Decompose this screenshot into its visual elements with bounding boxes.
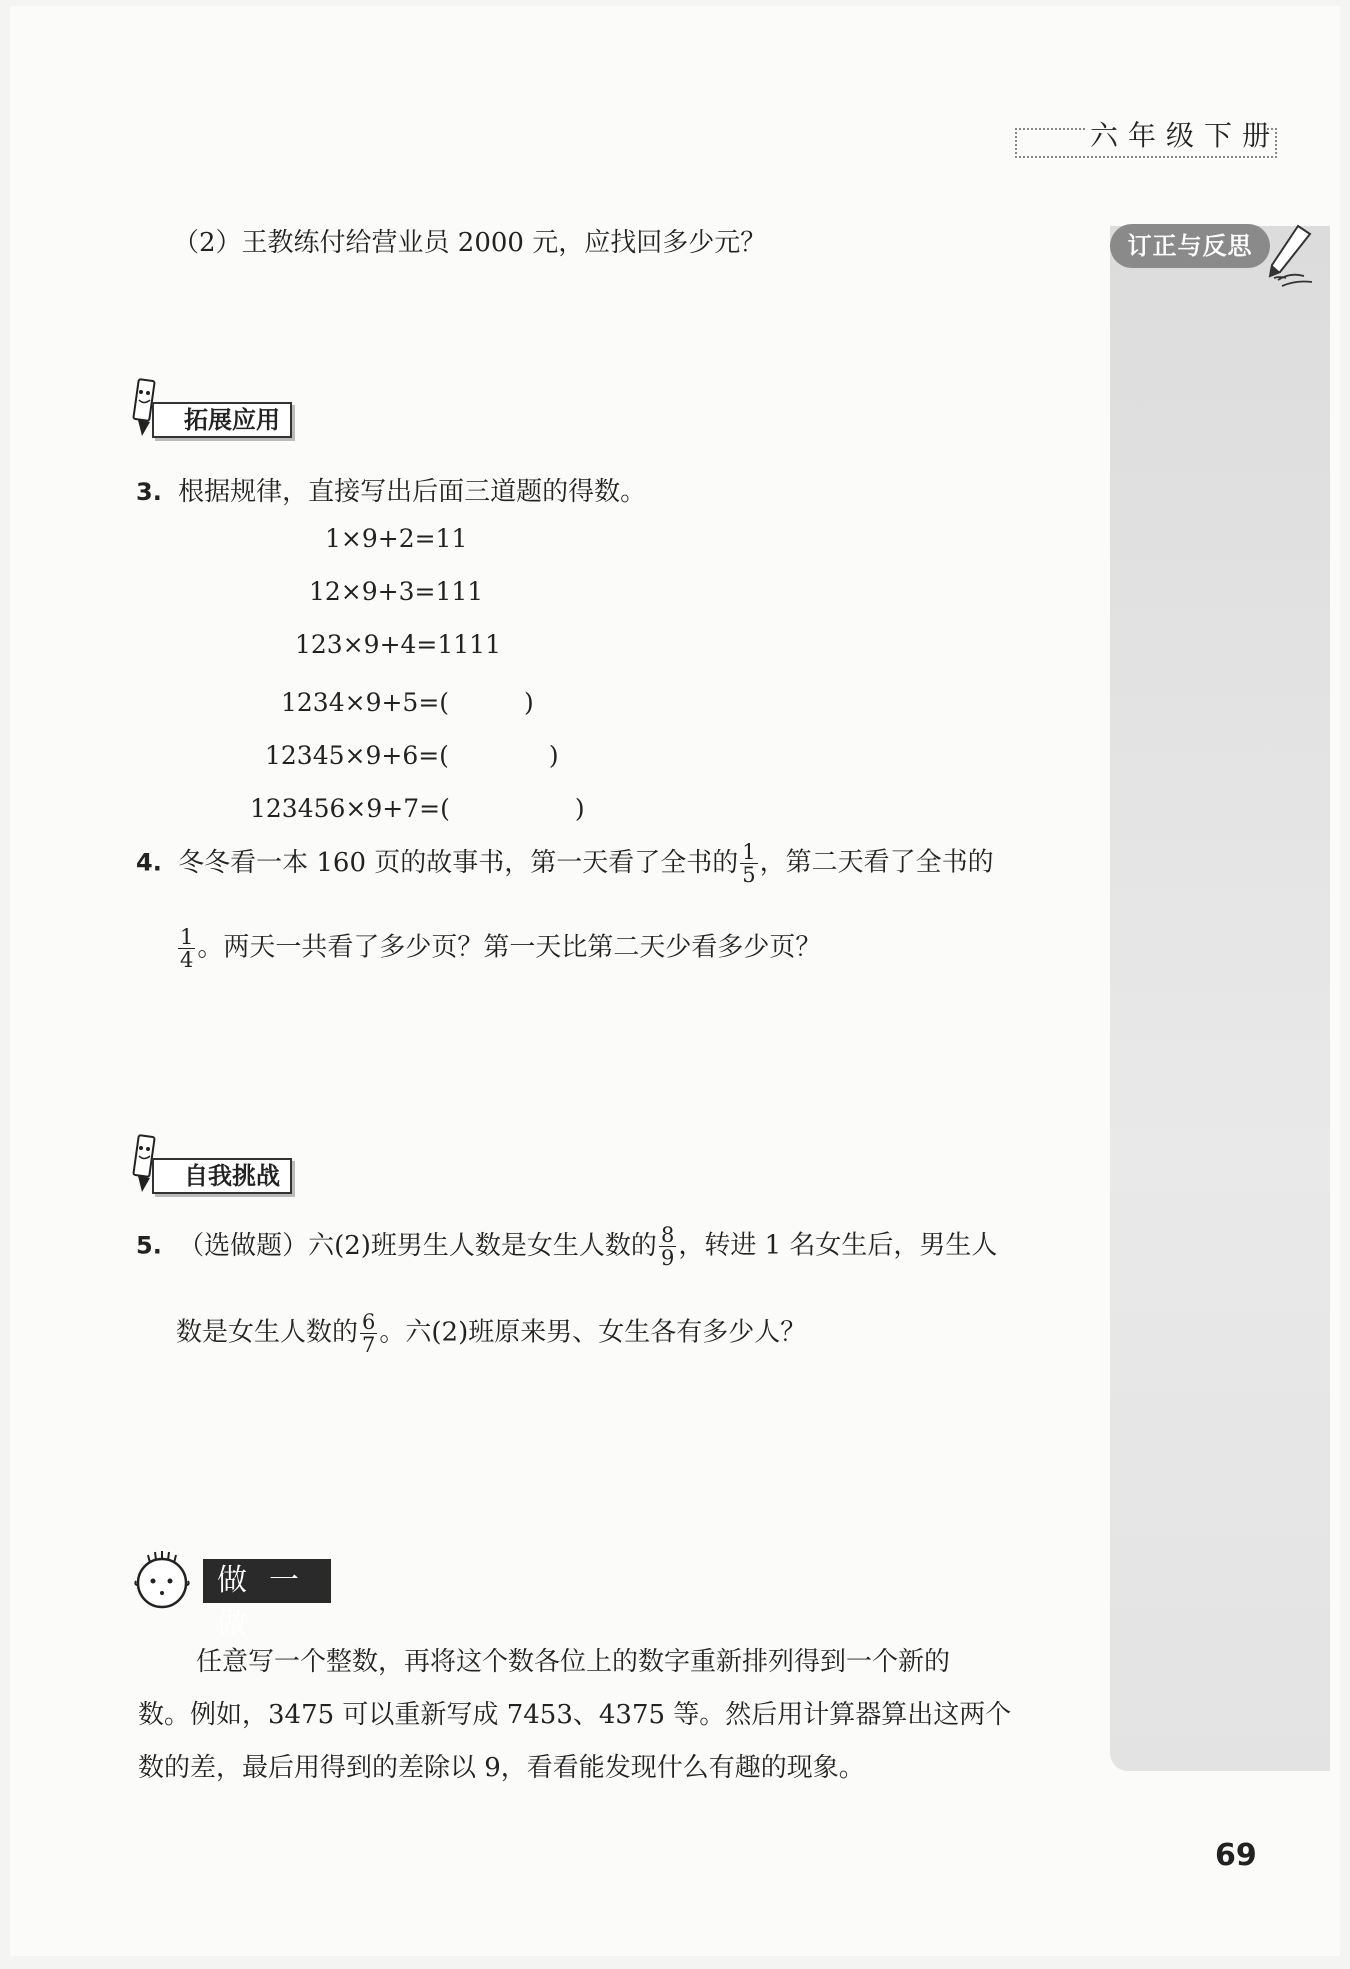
question-5-text-c: 数是女生人数的	[176, 1317, 359, 1348]
activity-line-2: 数。例如，3475 可以重新写成 7453、4375 等。然后用计算器算出这两个	[138, 1700, 1012, 1730]
child-face-icon	[132, 1551, 204, 1613]
workbook-page	[10, 6, 1340, 1956]
question-number: 3.	[136, 478, 162, 506]
section-label-extend: 拓展应用	[152, 402, 292, 438]
activity-line-3: 数的差，最后用得到的差除以 9，看看能发现什么有趣的现象。	[138, 1753, 865, 1783]
pen-icon	[1260, 220, 1320, 290]
equation-1: 1×9+2=11	[325, 524, 468, 553]
question-4-line-2	[176, 926, 821, 971]
question-5-text-d: 。六(2)班原来男、女生各有多少人？	[379, 1317, 807, 1348]
question-4-text-a: 冬冬看一本 160 页的故事书，第一天看了全书的	[178, 847, 739, 878]
question-3-text: 根据规律，直接写出后面三道题的得数。	[178, 477, 647, 507]
section-label-challenge: 自我挑战	[152, 1158, 292, 1194]
reflection-margin	[1110, 226, 1330, 1771]
equation-5: 12345×9+6=( )	[265, 741, 559, 770]
question-5-line-2	[176, 1311, 806, 1356]
equation-2: 12×9+3=111	[309, 577, 484, 606]
question-number: 4.	[136, 848, 162, 877]
equation-6: 123456×9+7=( )	[250, 794, 585, 823]
question-5-text-a: （选做题）六(2)班男生人数是女生人数的	[178, 1230, 657, 1261]
grade-title: 六年级下册	[1090, 119, 1281, 152]
activity-line-1: 任意写一个整数，再将这个数各位上的数字重新排列得到一个新的	[196, 1647, 951, 1677]
activity-label: 做一做	[203, 1559, 331, 1603]
fraction-six-sevenths: $\frac{6}{7}$	[362, 1310, 376, 1358]
equation-3: 123×9+4=1111	[295, 630, 501, 659]
fraction-one-fifth: $\frac{1}{5}$	[742, 840, 756, 888]
question-5-text-b: ，转进 1 名女生后，男生人	[678, 1230, 998, 1261]
question-4-text-b: ，第二天看了全书的	[759, 847, 994, 878]
question-5-line-1	[136, 1224, 997, 1269]
equation-4: 1234×9+5=( )	[281, 688, 534, 717]
question-4-line-1	[136, 841, 994, 886]
fraction-eight-ninths: $\frac{8}{9}$	[660, 1223, 675, 1271]
reflection-tag: 订正与反思	[1110, 224, 1270, 268]
page-number: 69	[1215, 1838, 1257, 1873]
question-2-part-2: （2）王教练付给营业员 2000 元，应找回多少元？	[173, 228, 767, 258]
question-number: 5.	[136, 1231, 162, 1260]
question-4-text-c: 。两天一共看了多少页？第一天比第二天少看多少页？	[197, 932, 822, 963]
header-dotted-frame	[1015, 128, 1277, 158]
question-3	[136, 471, 646, 508]
fraction-one-fourth: $\frac{1}{4}$	[180, 925, 194, 973]
